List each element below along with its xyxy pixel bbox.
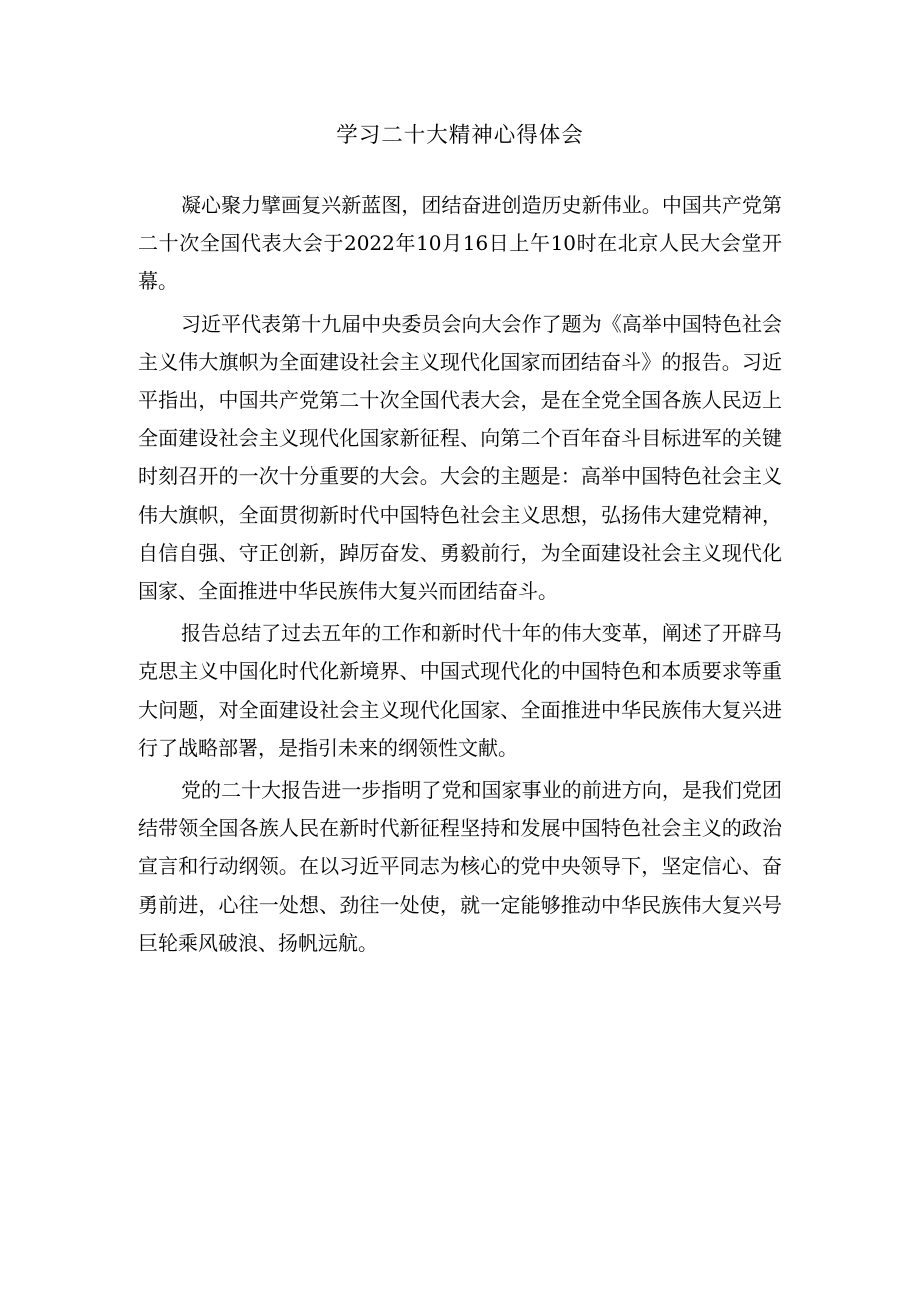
paragraph-4: 党的二十大报告进一步指明了党和国家事业的前进方向，是我们党团结带领全国各族人民在新时代新征程坚持和发展中国特色社会主义的政治宣言和行动纲领。在以习近平同志为核心的党中央领导下，坚定信心、奋勇前进，心往一处想、劲往一处使，就一定能够推动中华民族伟大复兴号巨轮乘风破浪、扬帆远航。 — [138, 778, 782, 955]
paragraph-3: 报告总结了过去五年的工作和新时代十年的伟大变革，阐述了开辟马克思主义中国化时代化新境界、中国式现代化的中国特色和本质要求等重大问题，对全面建设社会主义现代化国家、全面推进中华民族伟大复兴进行了战略部署，是指引未来的纲领性文献。 — [138, 621, 782, 760]
paragraph-2: 习近平代表第十九届中央委员会向大会作了题为《高举中国特色社会主义伟大旗帜为全面建设社会主义现代化国家而团结奋斗》的报告。习近平指出，中国共产党第二十次全国代表大会，是在全党全国各族人民迈上全面建设社会主义现代化国家新征程、向第二个百年奋斗目标进军的关键时刻召开的一次十分重要的大会。大会的主题是：高举中国特色社会主义伟大旗帜，全面贯彻新时代中国特色社会主义思想，弘扬伟大建党精神，自信自强、守正创新，踔厉奋发、勇毅前行，为全面建设社会主义现代化国家、全面推进中华民族伟大复兴而团结奋斗。 — [138, 311, 782, 604]
document-title: 学习二十大精神心得体会 — [336, 123, 584, 148]
paragraph-1: 凝心聚力擘画复兴新蓝图，团结奋进创造历史新伟业。中国共产党第二十次全国代表大会于2022年10月16日上午10时在北京人民大会堂开幕。 — [138, 193, 782, 294]
